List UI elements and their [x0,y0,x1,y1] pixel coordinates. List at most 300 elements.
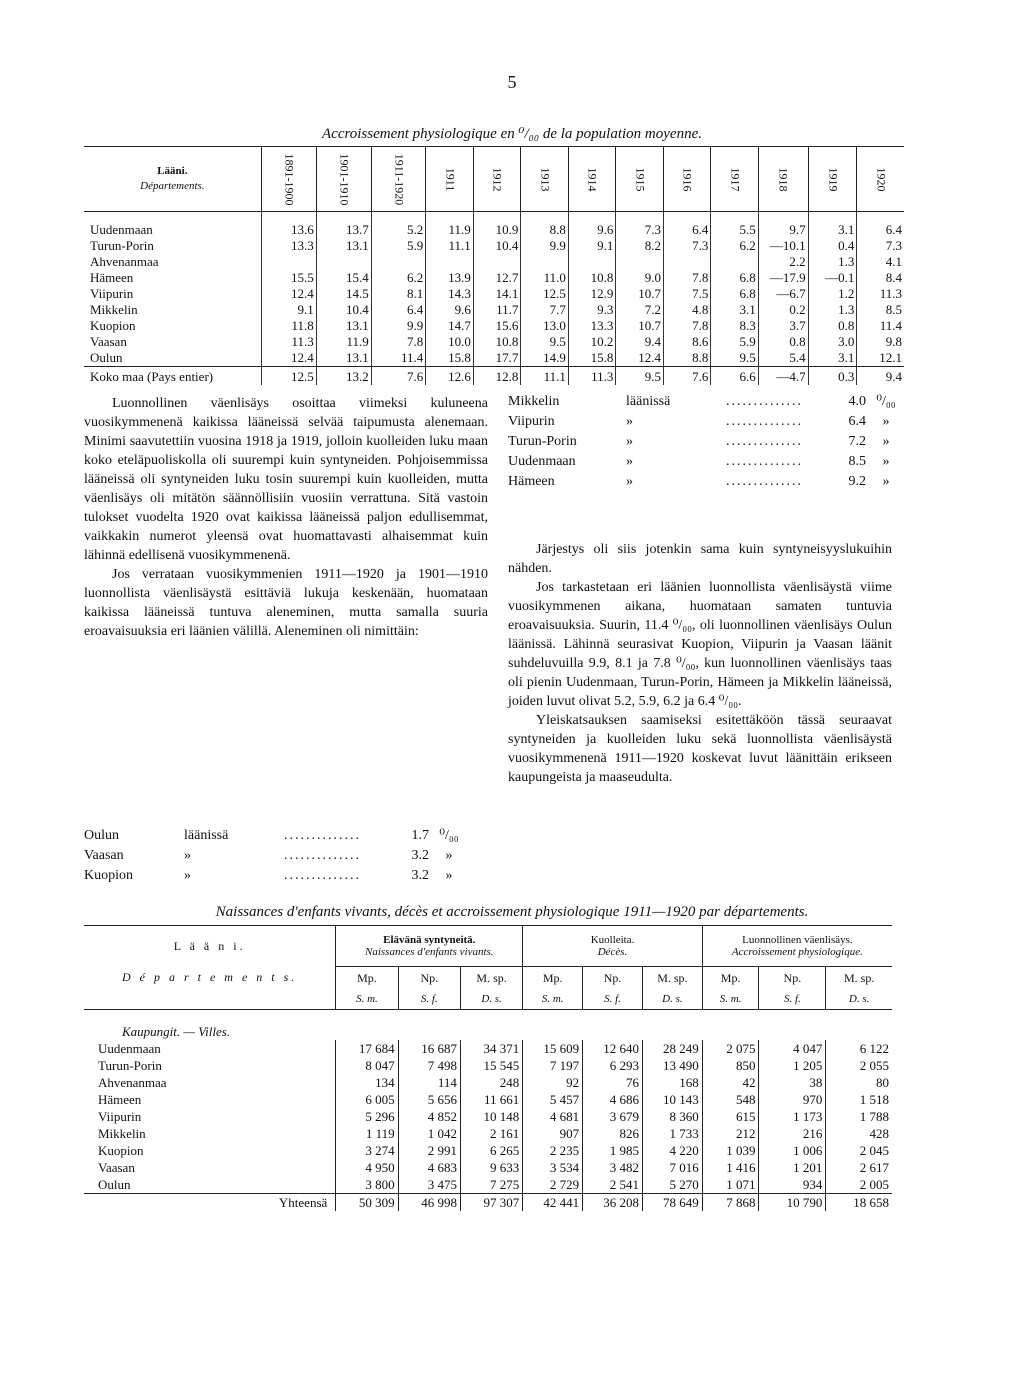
group-fr: Accroissement physiologique. [731,946,863,958]
page-number: 5 [507,72,517,92]
paragraph: Yleiskatsauksen saamiseksi esitettäköön tässä seuraavat syntyneiden ja kuolleiden luku sekä luonnollista väenlisäystä vuosikymmenenä 1911—1920 koskevat luvut läänittäin erikseen kaupungeista ja maaseudulta. [508,713,892,785]
row-name: Oulun [98,1177,131,1192]
header-label-fr: Départements. [140,180,205,192]
cell: 2 991 [398,1142,460,1159]
table1-body [84,212,904,386]
cell: 3.1 [711,302,758,318]
item-name: Uudenmaan [508,454,576,469]
row-name: Kuopion [98,1143,144,1158]
cell: 0.3 [808,367,857,386]
item-value: 9.2 [848,474,866,489]
cell: 12.6 [426,367,474,386]
text-column-left [84,394,488,641]
cell: 5 457 [523,1091,583,1108]
cell: 11.3 [261,334,316,350]
table-row [84,1108,892,1125]
cell: 4 950 [336,1159,398,1176]
table-row [84,1176,892,1194]
cell: 9.1 [261,302,316,318]
cell: 13 490 [642,1057,702,1074]
cell: 6 005 [336,1091,398,1108]
cell: 10 143 [642,1091,702,1108]
leader-dots: .............. [284,828,361,843]
cell: 1 201 [759,1159,826,1176]
cell: 7.6 [371,367,426,386]
cell [473,254,521,270]
cell: 9 633 [460,1159,522,1176]
list-item [84,866,469,886]
cell: 168 [642,1074,702,1091]
paragraph: Jos verrataan vuosikymmenien 1911—1920 ja 1901—1910 luonnollista väenlisäystä esittäviä lukuja keskenään, huomataan kaikissa lääneissä tuntuva aleneminen, mutta samalla suuria eroavaisuuksia eri läänien välillä. Aleneminen oli nimittäin: [84,567,488,639]
cell: 8.1 [371,286,426,302]
cell: 8.6 [663,334,710,350]
cell: 0.4 [808,238,857,254]
cell: 14.5 [316,286,371,302]
cell: 8 047 [336,1057,398,1074]
total-row [84,1194,892,1212]
table2-group-row [84,926,892,967]
cell: 97 307 [460,1194,522,1212]
table1-title: Accroissement physiologique en ⁰/₀₀ de la population moyenne. [322,126,702,142]
table-row [84,1074,892,1091]
cell: 248 [460,1074,522,1091]
year-label: 1901-1910 [337,153,352,206]
cell: 50 309 [336,1194,398,1212]
cell: 7.8 [663,318,710,334]
list-item [508,392,906,412]
cell: 7 868 [702,1194,759,1212]
group-fr: Naissances d'enfants vivants. [365,946,494,958]
cell: 1 006 [759,1142,826,1159]
cell: 8.2 [616,238,664,254]
cell: 4 683 [398,1159,460,1176]
cell: 12.5 [521,286,569,302]
item-suffix: » [184,868,191,883]
cell: 9.4 [857,367,904,386]
cell: 7 275 [460,1176,522,1194]
cell: 6.8 [711,270,758,286]
table-row [84,270,904,286]
row-name: Mikkelin [90,302,138,317]
cell: 0.2 [758,302,808,318]
cell: 11 661 [460,1091,522,1108]
year-header [521,147,569,212]
row-name: Hämeen [98,1092,142,1107]
cell: 6.4 [857,212,904,239]
cell: 13.6 [261,212,316,239]
table2-subheader-fr-row [84,989,892,1010]
item-name: Kuopion [84,868,133,883]
year-header [663,147,710,212]
cell: 13.1 [316,350,371,367]
cell [663,254,710,270]
cell: 7.3 [857,238,904,254]
cell: 28 249 [642,1040,702,1057]
cell: 3.7 [758,318,808,334]
group-deaths [523,926,703,967]
cell [426,254,474,270]
cell: 8.4 [857,270,904,286]
cell: 8.3 [711,318,758,334]
cell: 4 852 [398,1108,460,1125]
cell: 7 498 [398,1057,460,1074]
cell: 12.4 [261,286,316,302]
cell: 5 656 [398,1091,460,1108]
header-label-fi: Lääni. [157,165,188,177]
table-growth-rates [84,146,904,385]
cell: 6 265 [460,1142,522,1159]
table-row [84,350,904,367]
cell: 114 [398,1074,460,1091]
item-name: Vaasan [84,848,124,863]
row-name: Uudenmaan [98,1041,161,1056]
table1-header-label [84,147,261,212]
cell: 826 [583,1125,643,1142]
cell: 42 [702,1074,759,1091]
cell [616,254,664,270]
group-fr: Décès. [597,946,628,958]
row-name: Oulun [90,350,123,365]
cell: 850 [702,1057,759,1074]
cell: 11.9 [316,334,371,350]
cell [261,254,316,270]
cell: 5 270 [642,1176,702,1194]
cell: 9.3 [568,302,616,318]
leader-dots: .............. [726,474,803,489]
cell: 15 609 [523,1040,583,1057]
table-births-deaths [84,925,892,1211]
year-header [473,147,521,212]
row-name: Kuopion [90,318,136,333]
table2-body [84,1010,892,1212]
cell: 7.7 [521,302,569,318]
cell: 7.8 [371,334,426,350]
subheader-fr: S. m. [702,989,759,1010]
cell: 12.1 [857,350,904,367]
cell: 1.2 [808,286,857,302]
item-unit: » [445,848,453,863]
cell: 212 [702,1125,759,1142]
cell: 10.4 [316,302,371,318]
cell: 1 039 [702,1142,759,1159]
table-row [84,334,904,350]
cell: 2 541 [583,1176,643,1194]
cell: 76 [583,1074,643,1091]
cell: 7.3 [616,212,664,239]
item-name: Hämeen [508,474,555,489]
year-label: 1911-1920 [392,153,406,206]
cell: 78 649 [642,1194,702,1212]
cell: 3 274 [336,1142,398,1159]
leader-dots: .............. [284,868,361,883]
cell: 17 684 [336,1040,398,1057]
cell: 12 640 [583,1040,643,1057]
leader-dots: .............. [726,434,803,449]
list-item [508,432,906,452]
cell: 14.3 [426,286,474,302]
row-name: Turun-Porin [90,238,154,253]
subheader-fr: D. s. [826,989,892,1010]
cell: 4 047 [759,1040,826,1057]
row-name: Ahvenanmaa [90,254,159,269]
cell: 2 045 [826,1142,892,1159]
cell: 11.1 [426,238,474,254]
cell: 7.8 [663,270,710,286]
item-unit: » [882,474,890,489]
cell: 11.3 [568,367,616,386]
cell: 6.2 [711,238,758,254]
cell: 9.9 [521,238,569,254]
cell: 6.8 [711,286,758,302]
cell: 2 161 [460,1125,522,1142]
cell: 428 [826,1125,892,1142]
cell: 1 518 [826,1091,892,1108]
cell: 3 534 [523,1159,583,1176]
row-name: Mikkelin [98,1126,146,1141]
cell: 10.8 [473,334,521,350]
cell [568,254,616,270]
cell: —10.1 [758,238,808,254]
cell: 13.7 [316,212,371,239]
cell: 3.1 [808,212,857,239]
cell: 134 [336,1074,398,1091]
table-row [84,254,904,270]
leader-dots: .............. [726,394,803,409]
section-title: Kaupungit. — Villes. [122,1024,231,1039]
list-item [84,846,469,866]
subheader: Np. [759,967,826,990]
row-name: Turun-Porin [98,1058,162,1073]
cell: 12.8 [473,367,521,386]
year-label: 1913 [538,167,553,192]
cell: 2 729 [523,1176,583,1194]
year-label: 1911 [443,167,458,192]
decline-list-left [84,826,469,886]
cell: 10.8 [568,270,616,286]
cell: 9.6 [426,302,474,318]
cell: 12.4 [261,350,316,367]
cell: 9.5 [711,350,758,367]
cell: 15 545 [460,1057,522,1074]
item-suffix: » [626,434,633,449]
cell: 10.7 [616,286,664,302]
cell: 6 122 [826,1040,892,1057]
cell: 10.9 [473,212,521,239]
cell: 14.9 [521,350,569,367]
cell: 13.9 [426,270,474,286]
item-value: 8.5 [848,454,866,469]
row-name: Uudenmaan [90,222,153,237]
item-value: 7.2 [848,434,866,449]
cell: 92 [523,1074,583,1091]
table-row [84,1125,892,1142]
label-fi: L ä ä n i. [173,938,246,953]
cell: 2 235 [523,1142,583,1159]
leader-dots: .............. [726,454,803,469]
cell: 17.7 [473,350,521,367]
item-suffix: » [626,474,633,489]
subheader-fr: S. f. [759,989,826,1010]
year-header [316,147,371,212]
item-suffix: läänissä [184,828,229,843]
row-name: Ahvenanmaa [98,1075,167,1090]
group-fi: Luonnollinen väenlisäys. [742,934,853,946]
year-header [857,147,904,212]
subheader: Np. [583,967,643,990]
cell: 3.1 [808,350,857,367]
label-fr: D é p a r t e m e n t s. [121,970,298,985]
cell: —0.1 [808,270,857,286]
list-item [508,412,906,432]
cell: 18 658 [826,1194,892,1212]
row-name: Viipurin [98,1109,142,1124]
cell: 3 482 [583,1159,643,1176]
cell: 970 [759,1091,826,1108]
cell: 7.6 [663,367,710,386]
cell: 10 148 [460,1108,522,1125]
year-label: 1915 [633,167,648,192]
year-label: 1916 [680,167,695,192]
cell: 0.8 [808,318,857,334]
cell: 1 416 [702,1159,759,1176]
cell: 7 197 [523,1057,583,1074]
cell: 2 005 [826,1176,892,1194]
cell: 548 [702,1091,759,1108]
cell: 16 687 [398,1040,460,1057]
table1-header-row [84,147,904,212]
cell: 13.1 [316,318,371,334]
cell: 1 985 [583,1142,643,1159]
cell: 12.7 [473,270,521,286]
blank-cell [84,989,336,1010]
row-name: Yhteensä [84,1194,336,1212]
list-item [508,472,906,492]
cell: 9.8 [857,334,904,350]
cell: 907 [523,1125,583,1142]
cell: 34 371 [460,1040,522,1057]
cell: 8.8 [663,350,710,367]
year-header [808,147,857,212]
subheader-fr: D. s. [642,989,702,1010]
item-suffix: läänissä [626,394,671,409]
item-value: 6.4 [848,414,866,429]
year-header [261,147,316,212]
cell: 4.1 [857,254,904,270]
group-growth [702,926,892,967]
cell: 6.4 [371,302,426,318]
year-header [426,147,474,212]
year-header [371,147,426,212]
year-label: 1918 [776,167,791,192]
cell: 4.8 [663,302,710,318]
table-row [84,1091,892,1108]
cell: 11.1 [521,367,569,386]
cell: 5.4 [758,350,808,367]
cell: —17.9 [758,270,808,286]
cell: 3 475 [398,1176,460,1194]
cell: 2 617 [826,1159,892,1176]
item-unit: » [445,868,453,883]
row-name: Vaasan [90,334,127,349]
cell: 5.2 [371,212,426,239]
row-name: Viipurin [90,286,134,301]
cell: 15.5 [261,270,316,286]
item-unit: ⁰/₀₀ [439,828,459,843]
text-column-right [508,540,892,787]
item-value: 3.2 [411,868,429,883]
cell: 12.5 [261,367,316,386]
cell: 4 686 [583,1091,643,1108]
year-label: 1912 [490,167,505,192]
cell: 9.9 [371,318,426,334]
cell: 1 733 [642,1125,702,1142]
cell: 10.0 [426,334,474,350]
cell: 10.2 [568,334,616,350]
table-row [84,212,904,239]
subheader: M. sp. [642,967,702,990]
cell: 1 119 [336,1125,398,1142]
table-row [84,1057,892,1074]
cell: 934 [759,1176,826,1194]
cell: 1 173 [759,1108,826,1125]
subheader: Mp. [702,967,759,990]
cell: 10 790 [759,1194,826,1212]
item-unit: » [882,434,890,449]
cell: 36 208 [583,1194,643,1212]
table-row [84,1142,892,1159]
leader-dots: .............. [284,848,361,863]
cell: 10.7 [616,318,664,334]
row-name: Hämeen [90,270,134,285]
cell: 9.7 [758,212,808,239]
subheader: Mp. [336,967,398,990]
cell: 11.4 [857,318,904,334]
cell: 11.8 [261,318,316,334]
year-header [758,147,808,212]
cell: 46 998 [398,1194,460,1212]
subheader: M. sp. [826,967,892,990]
cell: 42 441 [523,1194,583,1212]
cell: 2.2 [758,254,808,270]
group-births [336,926,523,967]
cell: 12.9 [568,286,616,302]
list-item [84,826,469,846]
subheader: Np. [398,967,460,990]
subheader-fr: S. f. [583,989,643,1010]
cell: 10.4 [473,238,521,254]
table-row [84,238,904,254]
cell: 1.3 [808,254,857,270]
cell: 2 055 [826,1057,892,1074]
item-value: 4.0 [848,394,866,409]
total-row [84,367,904,386]
cell: 80 [826,1074,892,1091]
cell: 15.6 [473,318,521,334]
cell: —4.7 [758,367,808,386]
year-header [616,147,664,212]
cell: 9.5 [616,367,664,386]
cell: 6.6 [711,367,758,386]
table2-title: Naissances d'enfants vivants, décès et accroissement physiologique 1911—1920 par départements. [215,904,809,920]
cell: 5 296 [336,1108,398,1125]
cell: 6 293 [583,1057,643,1074]
decline-list-right [508,392,906,492]
cell: 1.3 [808,302,857,318]
cell: 2 075 [702,1040,759,1057]
item-unit: » [882,414,890,429]
cell: 11.9 [426,212,474,239]
cell: 4 681 [523,1108,583,1125]
